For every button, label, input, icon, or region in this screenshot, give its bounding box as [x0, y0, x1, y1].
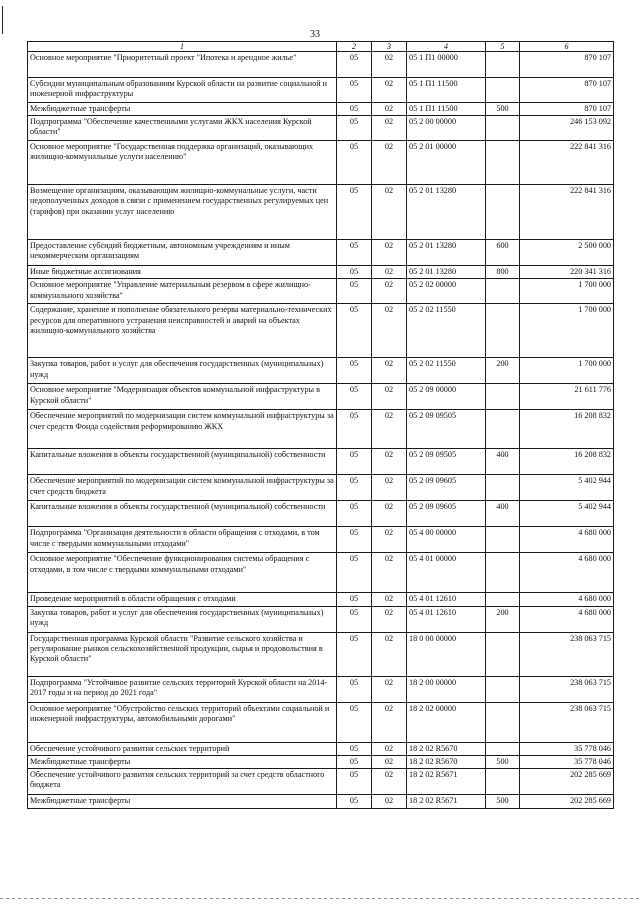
amount-cell: 220 341 316 — [520, 266, 614, 279]
target-article-code-cell: 18 2 02 00000 — [407, 702, 486, 742]
amount-cell: 2 500 000 — [520, 240, 614, 266]
target-article-code-cell: 05 2 01 13280 — [407, 185, 486, 240]
expense-type-code-cell — [486, 304, 520, 358]
expense-name-cell: Государственная программа Курской области "Развитие сельского хозяйства и регулирование рынков сельскохозяйственной продукции, сырья и продовольствия в Курской области" — [28, 632, 337, 676]
table-row — [28, 410, 614, 449]
expense-type-code-cell — [486, 52, 520, 78]
table-row — [28, 632, 614, 676]
amount-cell: 202 285 669 — [520, 769, 614, 795]
target-article-code-cell: 05 1 П1 11500 — [407, 103, 486, 116]
expense-type-code-cell — [486, 116, 520, 141]
amount-cell: 238 063 715 — [520, 676, 614, 702]
amount-cell: 4 680 000 — [520, 527, 614, 553]
expense-type-code-cell — [486, 702, 520, 742]
table-row — [28, 475, 614, 501]
expense-name-cell: Подпрограмма "Обеспечение качественными услугами ЖКХ населения Курской области" — [28, 116, 337, 141]
table-row — [28, 279, 614, 304]
column-number-5: 5 — [486, 42, 520, 52]
section-code-cell: 05 — [337, 527, 372, 553]
section-code-cell: 05 — [337, 52, 372, 78]
target-article-code-cell: 05 4 01 12610 — [407, 593, 486, 606]
target-article-code-cell: 18 2 02 R5670 — [407, 755, 486, 768]
expense-name-cell: Закупка товаров, работ и услуг для обеспечения государственных (муниципальных) нужд — [28, 606, 337, 632]
expense-type-code-cell — [486, 742, 520, 755]
subsection-code-cell: 02 — [372, 702, 407, 742]
subsection-code-cell: 02 — [372, 116, 407, 141]
section-code-cell: 05 — [337, 384, 372, 410]
table-row — [28, 185, 614, 240]
expense-type-code-cell — [486, 279, 520, 304]
target-article-code-cell: 05 2 01 13280 — [407, 240, 486, 266]
table-row — [28, 676, 614, 702]
target-article-code-cell: 05 2 01 00000 — [407, 141, 486, 185]
expense-type-code-cell: 500 — [486, 795, 520, 809]
column-number-1: 1 — [28, 42, 337, 52]
expense-type-code-cell: 800 — [486, 266, 520, 279]
expense-name-cell: Основное мероприятие "Модернизация объектов коммунальной инфраструктуры в Курской области" — [28, 384, 337, 410]
amount-cell: 1 700 000 — [520, 279, 614, 304]
target-article-code-cell: 05 2 09 00000 — [407, 384, 486, 410]
expense-type-code-cell: 400 — [486, 501, 520, 527]
expense-name-cell: Межбюджетные трансферты — [28, 755, 337, 768]
subsection-code-cell: 02 — [372, 795, 407, 809]
target-article-code-cell: 05 4 01 12610 — [407, 606, 486, 632]
section-code-cell: 05 — [337, 116, 372, 141]
column-number-4: 4 — [407, 42, 486, 52]
amount-cell: 35 778 046 — [520, 755, 614, 768]
subsection-code-cell: 02 — [372, 501, 407, 527]
expense-type-code-cell — [486, 78, 520, 103]
subsection-code-cell: 02 — [372, 78, 407, 103]
expense-name-cell: Обеспечение устойчивого развития сельских территорий — [28, 742, 337, 755]
table-row — [28, 527, 614, 553]
table-row — [28, 769, 614, 795]
expense-name-cell: Основное мероприятие "Управление материальным резервом в сфере жилищно-коммунального хозяйства" — [28, 279, 337, 304]
section-code-cell: 05 — [337, 702, 372, 742]
target-article-code-cell: 05 4 00 00000 — [407, 527, 486, 553]
subsection-code-cell: 02 — [372, 742, 407, 755]
subsection-code-cell: 02 — [372, 410, 407, 449]
table-row — [28, 449, 614, 475]
amount-cell: 222 841 316 — [520, 141, 614, 185]
table-row — [28, 52, 614, 78]
expense-type-code-cell — [486, 593, 520, 606]
expense-type-code-cell — [486, 384, 520, 410]
subsection-code-cell: 02 — [372, 185, 407, 240]
table-row — [28, 266, 614, 279]
expense-type-code-cell: 200 — [486, 358, 520, 384]
subsection-code-cell: 02 — [372, 527, 407, 553]
expense-name-cell: Капитальные вложения в объекты государственной (муниципальной) собственности — [28, 449, 337, 475]
table-row — [28, 304, 614, 358]
section-code-cell: 05 — [337, 266, 372, 279]
expense-name-cell: Закупка товаров, работ и услуг для обеспечения государственных (муниципальных) нужд — [28, 358, 337, 384]
target-article-code-cell: 05 2 00 00000 — [407, 116, 486, 141]
table-row — [28, 593, 614, 606]
subsection-code-cell: 02 — [372, 358, 407, 384]
subsection-code-cell: 02 — [372, 553, 407, 593]
target-article-code-cell: 05 2 02 00000 — [407, 279, 486, 304]
section-code-cell: 05 — [337, 553, 372, 593]
target-article-code-cell: 05 4 01 00000 — [407, 553, 486, 593]
expense-type-code-cell — [486, 475, 520, 501]
scan-artifact-line — [0, 898, 640, 899]
section-code-cell: 05 — [337, 449, 372, 475]
subsection-code-cell: 02 — [372, 384, 407, 410]
table-row — [28, 384, 614, 410]
expense-name-cell: Обеспечение мероприятий по модернизации систем коммунальной инфраструктуры за счет средств бюджета — [28, 475, 337, 501]
subsection-code-cell: 02 — [372, 593, 407, 606]
amount-cell: 4 680 000 — [520, 606, 614, 632]
section-code-cell: 05 — [337, 606, 372, 632]
table-row — [28, 553, 614, 593]
expense-type-code-cell: 200 — [486, 606, 520, 632]
section-code-cell: 05 — [337, 103, 372, 116]
section-code-cell: 05 — [337, 676, 372, 702]
column-number-6: 6 — [520, 42, 614, 52]
expense-name-cell: Основное мероприятие "Государственная поддержка организаций, оказывающих жилищно-коммунальные услуги населению" — [28, 141, 337, 185]
amount-cell: 21 611 776 — [520, 384, 614, 410]
section-code-cell: 05 — [337, 358, 372, 384]
target-article-code-cell: 05 2 02 11550 — [407, 358, 486, 384]
subsection-code-cell: 02 — [372, 475, 407, 501]
table-row — [28, 755, 614, 768]
page-number: 33 — [310, 29, 320, 40]
target-article-code-cell: 18 2 02 R5671 — [407, 769, 486, 795]
table-row — [28, 606, 614, 632]
expense-type-code-cell — [486, 527, 520, 553]
amount-cell: 238 063 715 — [520, 702, 614, 742]
subsection-code-cell: 02 — [372, 755, 407, 768]
expense-type-code-cell — [486, 141, 520, 185]
section-code-cell: 05 — [337, 410, 372, 449]
amount-cell: 16 208 832 — [520, 410, 614, 449]
expense-name-cell: Субсидии муниципальным образованиям Курской области на развитие социальной и инженерной инфраструктуры — [28, 78, 337, 103]
expense-type-code-cell — [486, 632, 520, 676]
expense-name-cell: Содержание, хранение и пополнение обязательного резерва материально-технических ресурсов для оперативного устранения неисправностей и аварий на объектах жилищно-коммунального хозяйства — [28, 304, 337, 358]
expense-type-code-cell — [486, 769, 520, 795]
subsection-code-cell: 02 — [372, 141, 407, 185]
expense-name-cell: Основное мероприятие "Обеспечение функционирования системы обращения с отходами, в том числе с твердыми коммунальными отходами" — [28, 553, 337, 593]
subsection-code-cell: 02 — [372, 103, 407, 116]
table-row — [28, 742, 614, 755]
expense-type-code-cell: 600 — [486, 240, 520, 266]
section-code-cell: 05 — [337, 304, 372, 358]
subsection-code-cell: 02 — [372, 676, 407, 702]
section-code-cell: 05 — [337, 78, 372, 103]
amount-cell: 870 107 — [520, 78, 614, 103]
section-code-cell: 05 — [337, 475, 372, 501]
section-code-cell: 05 — [337, 769, 372, 795]
target-article-code-cell: 05 2 09 09605 — [407, 475, 486, 501]
target-article-code-cell: 05 1 П1 00000 — [407, 52, 486, 78]
target-article-code-cell: 18 0 00 00000 — [407, 632, 486, 676]
subsection-code-cell: 02 — [372, 449, 407, 475]
expense-name-cell: Межбюджетные трансферты — [28, 103, 337, 116]
expense-type-code-cell — [486, 553, 520, 593]
subsection-code-cell: 02 — [372, 240, 407, 266]
target-article-code-cell: 05 2 09 09505 — [407, 410, 486, 449]
subsection-code-cell: 02 — [372, 304, 407, 358]
budget-table-body — [28, 42, 614, 809]
amount-cell: 16 208 832 — [520, 449, 614, 475]
expense-name-cell: Основное мероприятие "Обустройство сельских территорий объектами социальной и инженерной инфраструктуры, автомобильными дорогами" — [28, 702, 337, 742]
target-article-code-cell: 18 2 02 R5671 — [407, 795, 486, 809]
table-row — [28, 501, 614, 527]
column-number-2: 2 — [337, 42, 372, 52]
subsection-code-cell: 02 — [372, 52, 407, 78]
amount-cell: 870 107 — [520, 103, 614, 116]
target-article-code-cell: 05 2 09 09605 — [407, 501, 486, 527]
subsection-code-cell: 02 — [372, 769, 407, 795]
expense-name-cell: Предоставление субсидий бюджетным, автономным учреждениям и иным некоммерческим организациям — [28, 240, 337, 266]
section-code-cell: 05 — [337, 755, 372, 768]
table-row — [28, 78, 614, 103]
target-article-code-cell: 05 1 П1 11500 — [407, 78, 486, 103]
subsection-code-cell: 02 — [372, 606, 407, 632]
amount-cell: 1 700 000 — [520, 358, 614, 384]
expense-name-cell: Межбюджетные трансферты — [28, 795, 337, 809]
table-row — [28, 116, 614, 141]
expense-type-code-cell: 500 — [486, 755, 520, 768]
expense-type-code-cell: 500 — [486, 103, 520, 116]
amount-cell: 222 841 316 — [520, 185, 614, 240]
table-row — [28, 702, 614, 742]
column-number-3: 3 — [372, 42, 407, 52]
table-row — [28, 141, 614, 185]
table-row — [28, 358, 614, 384]
amount-cell: 4 680 000 — [520, 593, 614, 606]
amount-cell: 870 107 — [520, 52, 614, 78]
table-row — [28, 795, 614, 809]
expense-name-cell: Капитальные вложения в объекты государственной (муниципальной) собственности — [28, 501, 337, 527]
section-code-cell: 05 — [337, 593, 372, 606]
amount-cell: 246 153 092 — [520, 116, 614, 141]
budget-table — [27, 41, 614, 809]
expense-name-cell: Обеспечение устойчивого развития сельских территорий за счет средств областного бюджета — [28, 769, 337, 795]
section-code-cell: 05 — [337, 279, 372, 304]
expense-name-cell: Возмещение организациям, оказывающим жилищно-коммунальные услуги, части недополученных доходов в связи с применением государственных регулируемых цен (тарифов) при оказании услуг населению — [28, 185, 337, 240]
expense-name-cell: Проведение мероприятий в области обращения с отходами — [28, 593, 337, 606]
amount-cell: 4 680 000 — [520, 553, 614, 593]
expense-name-cell: Подпрограмма "Организация деятельности в области обращения с отходами, в том числе с твердыми коммунальными отходами" — [28, 527, 337, 553]
target-article-code-cell: 05 2 01 13280 — [407, 266, 486, 279]
expense-name-cell: Обеспечение мероприятий по модернизации систем коммунальной инфраструктуры за счет средств Фонда содействия реформированию ЖКХ — [28, 410, 337, 449]
expense-type-code-cell — [486, 676, 520, 702]
amount-cell: 238 063 715 — [520, 632, 614, 676]
table-row — [28, 103, 614, 116]
amount-cell: 5 402 944 — [520, 501, 614, 527]
amount-cell: 202 285 669 — [520, 795, 614, 809]
table-row — [28, 240, 614, 266]
expense-name-cell: Подпрограмма "Устойчивое развитие сельских территорий Курской области на 2014-2017 годы и на период до 2021 года" — [28, 676, 337, 702]
target-article-code-cell: 18 2 00 00000 — [407, 676, 486, 702]
section-code-cell: 05 — [337, 501, 372, 527]
subsection-code-cell: 02 — [372, 279, 407, 304]
expense-name-cell: Основное мероприятие "Приоритетный проект "Ипотека и арендное жилье" — [28, 52, 337, 78]
section-code-cell: 05 — [337, 742, 372, 755]
expense-name-cell: Иные бюджетные ассигнования — [28, 266, 337, 279]
amount-cell: 35 778 046 — [520, 742, 614, 755]
column-number-row — [28, 42, 614, 52]
section-code-cell: 05 — [337, 240, 372, 266]
subsection-code-cell: 02 — [372, 266, 407, 279]
target-article-code-cell: 05 2 09 09505 — [407, 449, 486, 475]
section-code-cell: 05 — [337, 185, 372, 240]
amount-cell: 5 402 944 — [520, 475, 614, 501]
expense-type-code-cell — [486, 185, 520, 240]
expense-type-code-cell — [486, 410, 520, 449]
subsection-code-cell: 02 — [372, 632, 407, 676]
section-code-cell: 05 — [337, 795, 372, 809]
section-code-cell: 05 — [337, 141, 372, 185]
amount-cell: 1 700 000 — [520, 304, 614, 358]
section-code-cell: 05 — [337, 632, 372, 676]
target-article-code-cell: 18 2 02 R5670 — [407, 742, 486, 755]
expense-type-code-cell: 400 — [486, 449, 520, 475]
target-article-code-cell: 05 2 02 11550 — [407, 304, 486, 358]
